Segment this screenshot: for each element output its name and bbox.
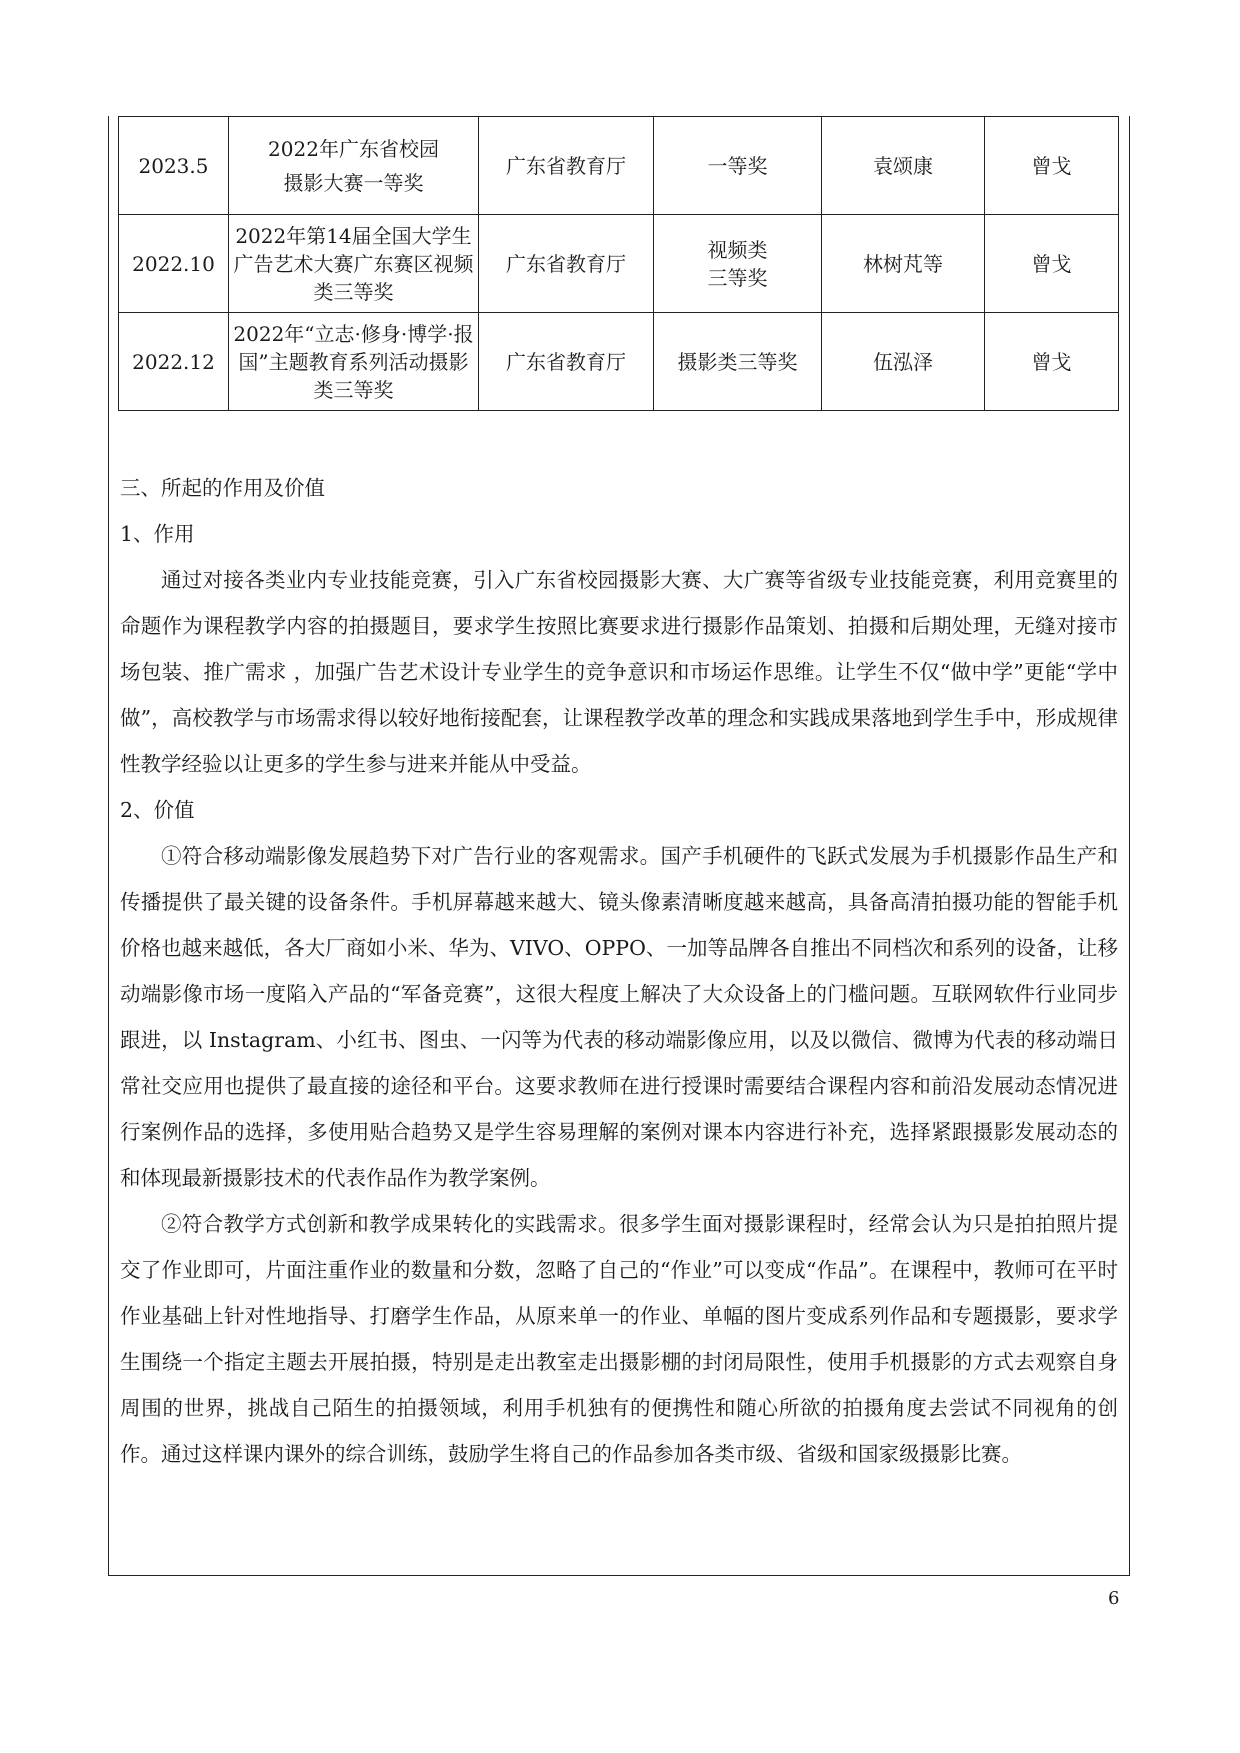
award-name: 2022年第14届全国大学生广告艺术大赛广东赛区视频类三等奖 xyxy=(229,215,479,313)
award-students: 林树芃等 xyxy=(822,215,985,313)
award-date: 2022.12 xyxy=(119,313,229,411)
award-students: 伍泓泽 xyxy=(822,313,985,411)
award-name: 2022年“立志·修身·博学·报国”主题教育系列活动摄影类三等奖 xyxy=(229,313,479,411)
award-name xyxy=(229,117,479,215)
award-org: 广东省教育厅 xyxy=(479,117,654,215)
award-name-text: 2022年广东省校园 摄影大赛一等奖 xyxy=(268,136,439,195)
award-level: 摄影类三等奖 xyxy=(654,313,822,411)
award-students: 袁颂康 xyxy=(822,117,985,215)
page-number: 6 xyxy=(1108,1588,1120,1609)
table-row xyxy=(119,313,1119,411)
paragraph-value-1: ①符合移动端影像发展趋势下对广告行业的客观需求。国产手机硬件的飞跃式发展为手机摄影作品生产和传播提供了最关键的设备条件。手机屏幕越来越大、镜头像素清晰度越来越高，具备高清拍摄功能的智能手机价格也越来越低，各大厂商如小米、华为、VIVO、OPPO、一加等品牌各自推出不同档次和系列的设备，让移动端影像市场一度陷入产品的“军备竞赛”，这很大程度上解决了大众设备上的门槛问题。互联网软件行业同步跟进，以 Instagram、小红书、图虫、一闪等为代表的移动端影像应用，以及以微信、微博为代表的移动端日常社交应用也提供了最直接的途径和平台。这要求教师在进行授课时需要结合课程内容和前沿发展动态情况进行案例作品的选择，多使用贴合趋势又是学生容易理解的案例对课本内容进行补充，选择紧跟摄影发展动态的和体现最新摄影技术的代表作品作为教学案例。 xyxy=(120,844,1118,1190)
award-date: 2022.10 xyxy=(119,215,229,313)
award-org: 广东省教育厅 xyxy=(479,215,654,313)
award-level xyxy=(654,215,822,313)
subheading-value: 2、价值 xyxy=(120,798,195,822)
award-level: 一等奖 xyxy=(654,117,822,215)
award-org: 广东省教育厅 xyxy=(479,313,654,411)
table-row xyxy=(119,117,1119,215)
award-teacher: 曾戈 xyxy=(985,215,1119,313)
awards-table xyxy=(118,116,1119,411)
paragraph-role: 通过对接各类业内专业技能竞赛，引入广东省校园摄影大赛、大广赛等省级专业技能竞赛，利用竞赛里的命题作为课程教学内容的拍摄题目，要求学生按照比赛要求进行摄影作品策划、拍摄和后期处理，无缝对接市场包装、推广需求 ，加强广告艺术设计专业学生的竞争意识和市场运作思维。让学生不仅“做中学”更能“学中做”，高校教学与市场需求得以较好地衔接配套，让课程教学改革的理念和实践成果落地到学生手中，形成规律性教学经验以让更多的学生参与进来并能从中受益。 xyxy=(120,568,1118,776)
table-row xyxy=(119,215,1119,313)
section-heading: 三、所起的作用及价值 xyxy=(120,476,325,500)
award-teacher: 曾戈 xyxy=(985,313,1119,411)
award-teacher: 曾戈 xyxy=(985,117,1119,215)
subheading-role: 1、作用 xyxy=(120,522,195,546)
award-level-text: 视频类 三等奖 xyxy=(707,237,768,290)
body-text xyxy=(120,465,1118,1477)
paragraph-value-2: ②符合教学方式创新和教学成果转化的实践需求。很多学生面对摄影课程时，经常会认为只是拍拍照片提交了作业即可，片面注重作业的数量和分数，忽略了自己的“作业”可以变成“作品”。在课程中，教师可在平时作业基础上针对性地指导、打磨学生作品，从原来单一的作业、单幅的图片变成系列作品和专题摄影，要求学生围绕一个指定主题去开展拍摄，特别是走出教室走出摄影棚的封闭局限性，使用手机摄影的方式去观察自身周围的世界，挑战自己陌生的拍摄领域，利用手机独有的便携性和随心所欲的拍摄角度去尝试不同视角的创作。通过这样课内课外的综合训练，鼓励学生将自己的作品参加各类市级、省级和国家级摄影比赛。 xyxy=(120,1212,1118,1466)
award-date: 2023.5 xyxy=(119,117,229,215)
